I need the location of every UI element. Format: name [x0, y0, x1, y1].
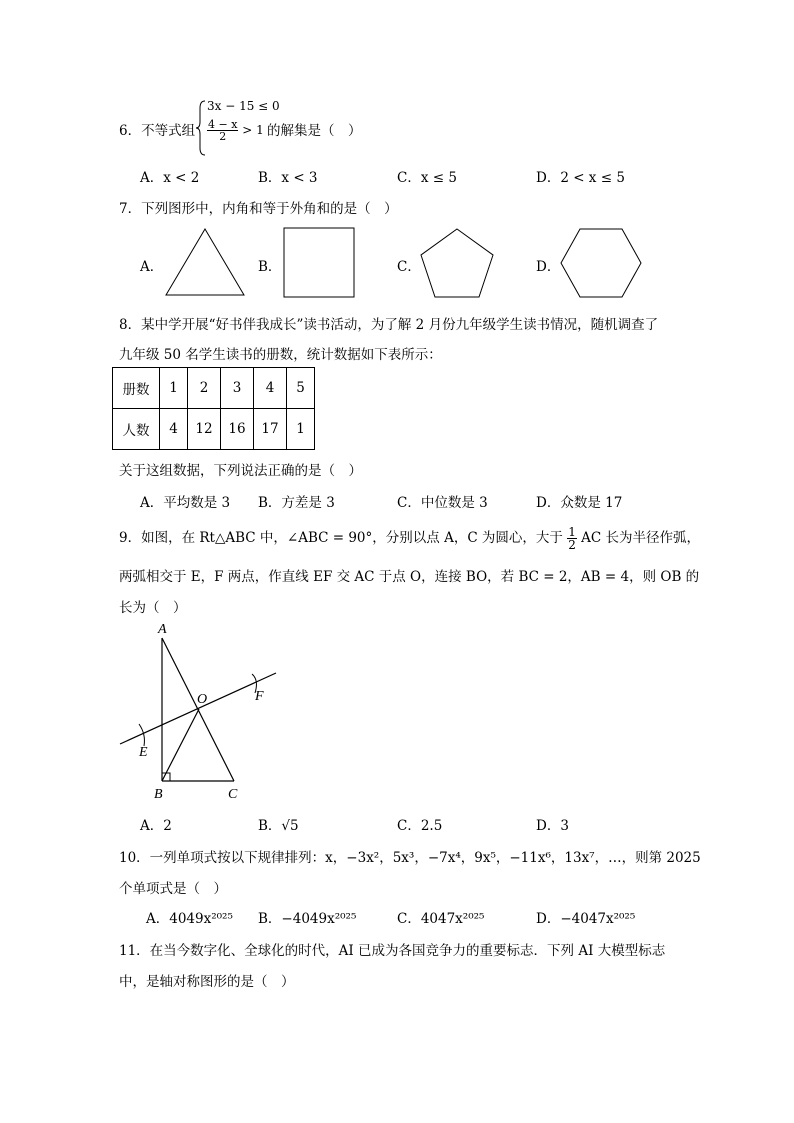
table-row — [113, 368, 315, 409]
q7-option-a-label[interactable]: A． — [140, 259, 164, 275]
segment-bo — [162, 709, 199, 781]
system-brace — [196, 100, 206, 156]
q8-option-c[interactable]: C．中位数是 3 — [397, 495, 488, 511]
q10-option-b[interactable]: B．−4049x²⁰²⁵ — [258, 911, 357, 927]
label-e: E — [139, 745, 148, 760]
q7-pentagon-shape[interactable] — [419, 227, 495, 299]
q6-inequality-2-relation: > 1 — [242, 123, 264, 137]
q8-line-1: 8．某中学开展“好书伴我成长”读书活动，为了解 2 月份九年级学生读书情况，随机调查了 — [119, 317, 659, 333]
table-cell: 16 — [221, 409, 254, 450]
table-cell: 1 — [287, 409, 315, 450]
q6-option-c[interactable]: C．x ≤ 5 — [397, 170, 457, 186]
q6-option-a[interactable]: A．x < 2 — [140, 170, 200, 186]
label-a: A — [158, 622, 167, 637]
q7-text: 7．下列图形中，内角和等于外角和的是（ ） — [119, 201, 398, 217]
q9-fraction-denominator: 2 — [568, 538, 576, 552]
q9-line-3: 长为（ ） — [119, 600, 187, 616]
q7-triangle-shape[interactable] — [164, 227, 246, 297]
q7-option-b-label[interactable]: B． — [258, 259, 282, 275]
q9-line-1-end: AC 长为半径作弧， — [581, 530, 701, 546]
q6-inequality-2 — [207, 119, 264, 142]
table-row — [113, 409, 315, 450]
q11-line-1: 11．在当今数字化、全球化的时代，AI 已成为各国竞争力的重要标志．下列 AI 大模型标志 — [119, 943, 666, 959]
table-cell: 2 — [188, 368, 221, 409]
q8-after-text: 关于这组数据，下列说法正确的是（ ） — [119, 463, 362, 479]
q6-inequality-1: 3x − 15 ≤ 0 — [207, 99, 280, 113]
q10-option-c[interactable]: C．4047x²⁰²⁵ — [397, 911, 485, 927]
table-cell: 12 — [188, 409, 221, 450]
q6-fraction-numerator: 4 − x — [208, 118, 238, 131]
q7-square-shape[interactable] — [282, 227, 356, 299]
q6-fraction — [207, 119, 238, 142]
q9-option-d[interactable]: D．3 — [536, 818, 569, 834]
q7-option-c-label[interactable]: C． — [397, 259, 421, 275]
table-cell: 4 — [254, 368, 287, 409]
q6-option-b[interactable]: B．x < 3 — [258, 170, 318, 186]
q8-option-d[interactable]: D．众数是 17 — [536, 495, 623, 511]
q6-option-d[interactable]: D．2 < x ≤ 5 — [536, 170, 625, 186]
q9-line-1 — [119, 526, 700, 551]
q9-half-fraction — [567, 526, 577, 551]
q7-option-d-label[interactable]: D． — [536, 259, 561, 275]
table-header-cell: 人数 — [113, 409, 160, 450]
q9-line-2: 两弧相交于 E，F 两点，作直线 EF 交 AC 于点 O，连接 BO，若 BC = 2，AB = 4，则 OB 的 — [119, 569, 700, 585]
table-cell: 17 — [254, 409, 287, 450]
q11-line-2: 中，是轴对称图形的是（ ） — [119, 974, 295, 990]
label-f: F — [255, 689, 264, 704]
q9-line-1-start: 9．如图，在 Rt△ABC 中，∠ABC = 90°，分别以点 A，C 为圆心，大于 — [119, 530, 563, 546]
q10-option-d[interactable]: D．−4047x²⁰²⁵ — [536, 911, 636, 927]
table-cell: 1 — [160, 368, 188, 409]
q10-line-1: 10．一列单项式按以下规律排列：x，−3x²，5x³，−7x⁴，9x⁵，−11x⁶，13x⁷，…，则第 2025 — [119, 850, 701, 866]
table-header-cell: 册数 — [113, 368, 160, 409]
table-cell: 5 — [287, 368, 315, 409]
label-b: B — [154, 787, 163, 802]
q9-geometry-figure — [112, 618, 292, 804]
label-o: O — [197, 692, 208, 707]
q6-fraction-denominator: 2 — [219, 130, 227, 143]
table-cell: 3 — [221, 368, 254, 409]
q9-option-b[interactable]: B．√5 — [258, 818, 299, 834]
q6-suffix: 的解集是（ ） — [267, 123, 362, 139]
q8-option-a[interactable]: A．平均数是 3 — [140, 495, 231, 511]
q9-option-c[interactable]: C．2.5 — [397, 818, 443, 834]
q8-line-2: 九年级 50 名学生读书的册数，统计数据如下表所示： — [119, 347, 442, 363]
q10-line-2: 个单项式是（ ） — [119, 881, 227, 897]
q10-option-a[interactable]: A．4049x²⁰²⁵ — [146, 911, 233, 927]
q8-stats-table — [112, 367, 315, 450]
q6-prefix: 6．不等式组 — [119, 123, 196, 139]
q9-fraction-numerator: 1 — [568, 525, 576, 539]
q8-option-b[interactable]: B．方差是 3 — [258, 495, 335, 511]
label-c: C — [228, 787, 238, 802]
q9-option-a[interactable]: A．2 — [140, 818, 172, 834]
q7-hexagon-shape[interactable] — [559, 227, 643, 299]
table-cell: 4 — [160, 409, 188, 450]
